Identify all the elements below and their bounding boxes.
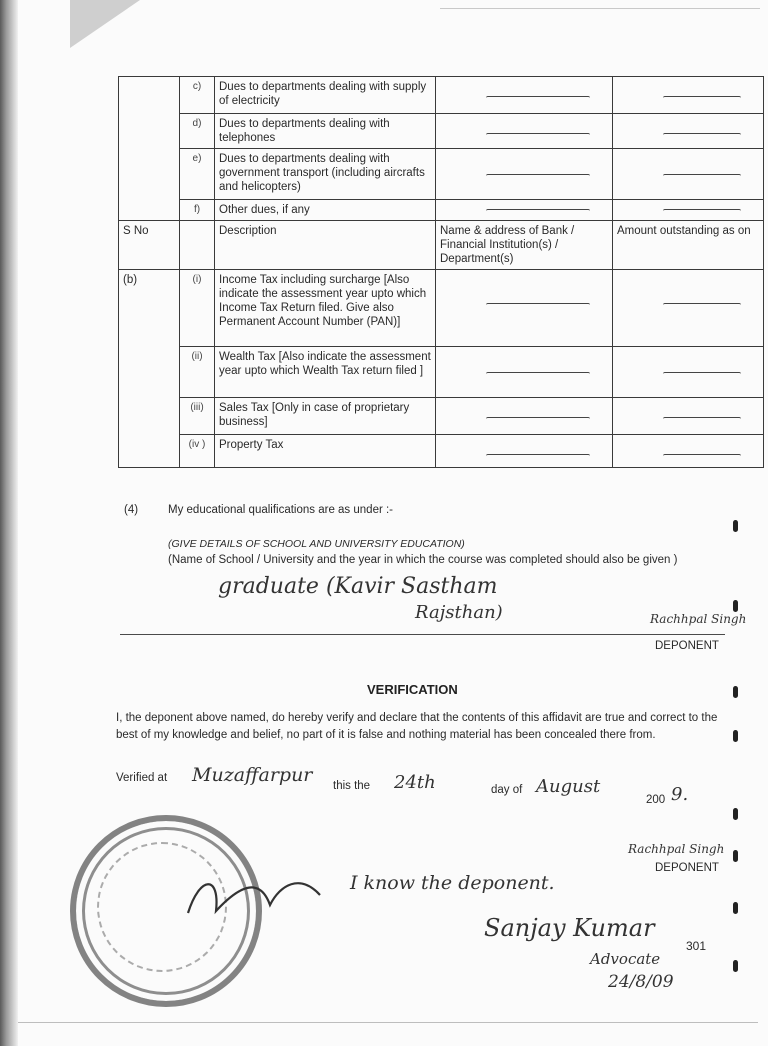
row-description: Dues to departments dealing with government transport (including aircrafts and helicopters) xyxy=(215,149,436,200)
bank-cell xyxy=(436,435,613,468)
day-of-label: day of xyxy=(491,784,523,796)
this-the-label: this the xyxy=(333,780,371,792)
year-prefix: 200 xyxy=(646,794,666,806)
binding-hole xyxy=(733,902,738,914)
bottom-edge-line xyxy=(18,1022,758,1023)
amount-cell xyxy=(613,270,764,347)
row-sub-label: (ii) xyxy=(180,347,215,398)
row-sub-label: (iv ) xyxy=(180,435,215,468)
row-description: Property Tax xyxy=(215,435,436,468)
deponent-label-2: DEPONENT xyxy=(655,862,719,874)
table-row xyxy=(119,114,764,149)
bank-cell xyxy=(436,77,613,114)
section-label: (b) xyxy=(119,270,180,468)
row-description: Dues to departments dealing with supply of electricity xyxy=(215,77,436,114)
education-instruction: (GIVE DETAILS OF SCHOOL AND UNIVERSITY EDUCATION) xyxy=(168,538,465,550)
advocate-signature: Sanjay Kumar xyxy=(484,914,655,942)
row-description: Wealth Tax [Also indicate the assessment year upto which Wealth Tax return filed ] xyxy=(215,347,436,398)
amount-cell xyxy=(613,398,764,435)
signature-rule xyxy=(120,634,725,635)
attestation-note: I know the deponent. xyxy=(350,872,555,894)
deponent-signature: Rachhpal Singh xyxy=(650,612,747,626)
bank-cell xyxy=(436,114,613,149)
page-number: 301 xyxy=(686,939,707,953)
header-sno: S No xyxy=(119,221,180,270)
row-description: Other dues, if any xyxy=(215,200,436,221)
amount-cell xyxy=(613,435,764,468)
deponent-label: DEPONENT xyxy=(655,640,719,652)
amount-cell xyxy=(613,114,764,149)
verification-body: I, the deponent above named, do hereby verify and declare that the contents of this affidavit are true and correct to the best of my knowledge and belief, no part of it is false and nothing material has been concealed there from. xyxy=(116,712,718,741)
place-handwritten: Muzaffarpur xyxy=(192,764,313,786)
binding-hole xyxy=(733,600,738,612)
amount-cell xyxy=(613,200,764,221)
qualification-handwritten-2: Rajsthan) xyxy=(415,602,503,623)
year-handwritten: 9. xyxy=(671,784,689,805)
header-description: Description xyxy=(215,221,436,270)
table-row xyxy=(119,200,764,221)
row-description: Sales Tax [Only in case of proprietary business] xyxy=(215,398,436,435)
table-header-row xyxy=(119,221,764,270)
binding-hole xyxy=(733,960,738,972)
amount-cell xyxy=(613,347,764,398)
row-description: Dues to departments dealing with telephones xyxy=(215,114,436,149)
bank-cell xyxy=(436,200,613,221)
binding-hole xyxy=(733,686,738,698)
qualification-handwritten: graduate (Kavir Sastham xyxy=(218,574,498,599)
bank-cell xyxy=(436,270,613,347)
table-row xyxy=(119,149,764,200)
table-row xyxy=(119,77,764,114)
education-note: (Name of School / University and the year in which the course was completed should also be given ) xyxy=(168,554,678,566)
binding-hole xyxy=(733,808,738,820)
top-edge-line xyxy=(440,8,760,9)
verification-title: VERIFICATION xyxy=(367,682,458,697)
folded-corner xyxy=(70,0,140,48)
binding-hole xyxy=(733,520,738,532)
bank-cell xyxy=(436,149,613,200)
row-sub-label: d) xyxy=(180,114,215,149)
table-row xyxy=(119,270,764,347)
education-number: (4) xyxy=(124,504,139,516)
table-row xyxy=(119,435,764,468)
binding-hole xyxy=(733,850,738,862)
identifier-signature xyxy=(180,865,330,935)
attestation-date: 24/8/09 xyxy=(608,972,674,992)
education-intro: My educational qualifications are as under :- xyxy=(168,504,394,516)
dues-table xyxy=(118,76,764,468)
month-handwritten: August xyxy=(536,776,601,797)
row-sub-label: e) xyxy=(180,149,215,200)
row-sub-label: c) xyxy=(180,77,215,114)
amount-cell xyxy=(613,77,764,114)
row-sub-label: (iii) xyxy=(180,398,215,435)
table-row xyxy=(119,347,764,398)
binding-hole xyxy=(733,730,738,742)
verified-at-label: Verified at xyxy=(116,772,168,784)
row-sub-label: (i) xyxy=(180,270,215,347)
advocate-title: Advocate xyxy=(590,950,661,968)
page-edge-shadow xyxy=(0,0,18,1046)
bank-cell xyxy=(436,347,613,398)
table-row xyxy=(119,398,764,435)
row-sub-label: f) xyxy=(180,200,215,221)
header-bank: Name & address of Bank / Financial Institution(s) / Department(s) xyxy=(436,221,613,270)
bank-cell xyxy=(436,398,613,435)
header-amount: Amount outstanding as on xyxy=(613,221,764,270)
deponent-signature-2: Rachhpal Singh xyxy=(628,842,725,856)
row-description: Income Tax including surcharge [Also indicate the assessment year upto which Income Tax Return filed. Give also Permanent Account Number (PAN)] xyxy=(215,270,436,347)
amount-cell xyxy=(613,149,764,200)
day-handwritten: 24th xyxy=(394,772,436,793)
